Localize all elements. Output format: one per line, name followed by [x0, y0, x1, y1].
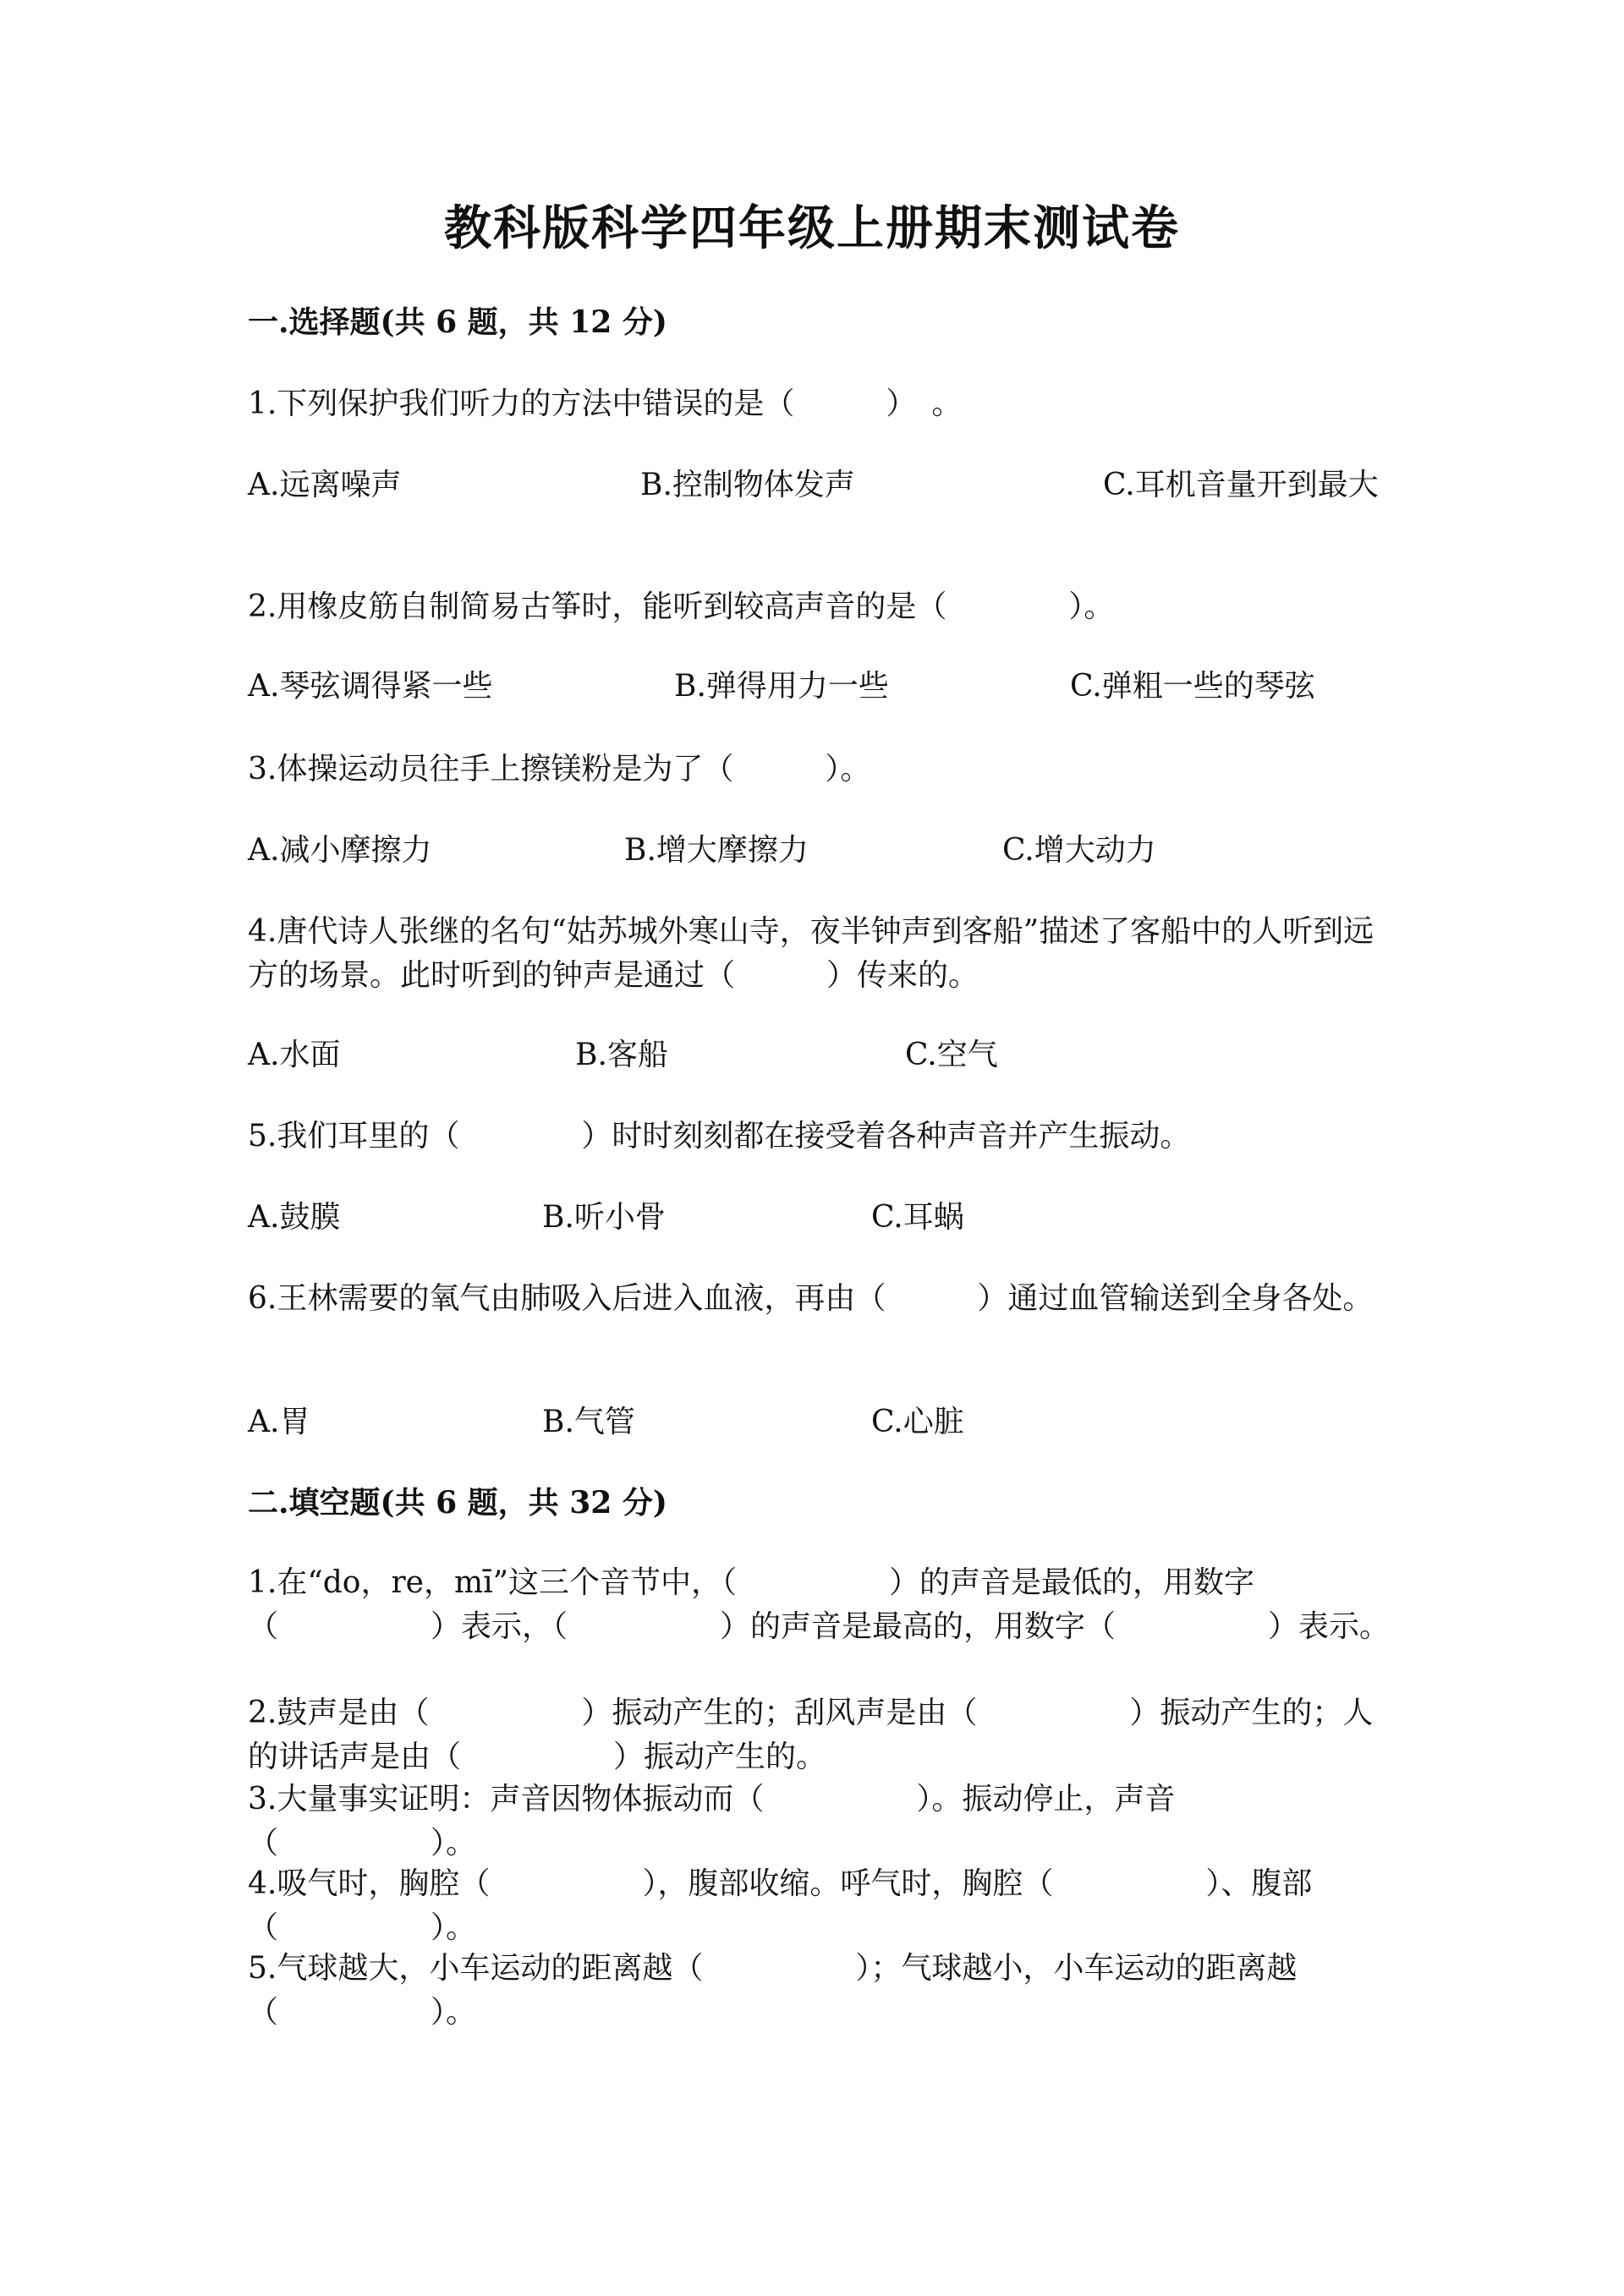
- question-4: 4.唐代诗人张继的名句“姑苏城外寒山寺，夜半钟声到客船”描述了客船中的人听到远方的场景。此时听到的钟声是通过（ ）传来的。: [248, 914, 1374, 993]
- page-title: 教科版科学四年级上册期末测试卷: [444, 200, 1180, 256]
- q5-option-a: A.鼓膜: [248, 1200, 341, 1235]
- q1-option-c-text: C.耳机音量开到最大: [1103, 468, 1379, 502]
- section-heading-choice: 一.选择题(共 6 题，共 12 分): [248, 304, 667, 340]
- q6-option-c: C.心脏: [871, 1405, 964, 1439]
- question-6: 6.王林需要的氧气由肺吸入后进入血液，再由（ ）通过血管输送到全身各处。: [248, 1281, 1374, 1316]
- q1-option-a: A.远离噪声: [248, 468, 402, 502]
- fill-question-1: 1.在“do，re，mī”这三个音节中，（ ）的声音是最低的，用数字（ ）表示，（ ）的声音是最高的，用数字（ ）表示。: [248, 1565, 1391, 1644]
- q4-option-c: C.空气: [905, 1038, 998, 1072]
- q2-option-b: B.弹得用力一些: [674, 669, 889, 704]
- q3-option-a: A.减小摩擦力: [248, 833, 432, 868]
- fill-question-2: 2.鼓声是由（ ）振动产生的；刮风声是由（ ）振动产生的；人的讲话声是由（ ）振动产生的。: [248, 1696, 1374, 1774]
- q5-option-c: C.耳蜗: [871, 1200, 964, 1235]
- question-2: 2.用橡皮筋自制简易古筝时，能听到较高声音的是（ ）。: [248, 589, 1115, 624]
- q3-option-b: B.增大摩擦力: [624, 833, 809, 868]
- q1-option-c: [1103, 463, 1391, 507]
- section-heading-fill: 二.填空题(共 6 题，共 32 分): [248, 1485, 667, 1521]
- question-1: 1.下列保护我们听力的方法中错误的是（ ） 。: [248, 386, 963, 421]
- q4-option-b: B.客船: [575, 1038, 668, 1072]
- q4-option-a: A.水面: [248, 1038, 341, 1072]
- fill-question-3: 3.大量事实证明：声音因物体振动而（ ）。振动停止，声音（ ）。: [248, 1782, 1176, 1860]
- q2-option-a: A.琴弦调得紧一些: [248, 669, 493, 704]
- q3-option-c: C.增大动力: [1002, 833, 1156, 868]
- fill-question-5: 5.气球越大，小车运动的距离越（ ）；气球越小，小车运动的距离越（ ）。: [248, 1951, 1298, 2030]
- question-3: 3.体操运动员往手上擦镁粉是为了（ ）。: [248, 752, 871, 786]
- question-5: 5.我们耳里的（ ）时时刻刻都在接受着各种声音并产生振动。: [248, 1119, 1191, 1153]
- q5-option-b: B.听小骨: [542, 1200, 666, 1235]
- q6-option-b: B.气管: [542, 1405, 635, 1439]
- q2-option-c: C.弹粗一些的琴弦: [1070, 669, 1315, 704]
- q6-option-a: A.胃: [248, 1405, 310, 1439]
- q1-option-b: B.控制物体发声: [640, 468, 855, 502]
- fill-question-4: 4.吸气时，胸腔（ ），腹部收缩。呼气时，胸腔（ ）、腹部（ ）。: [248, 1866, 1313, 1945]
